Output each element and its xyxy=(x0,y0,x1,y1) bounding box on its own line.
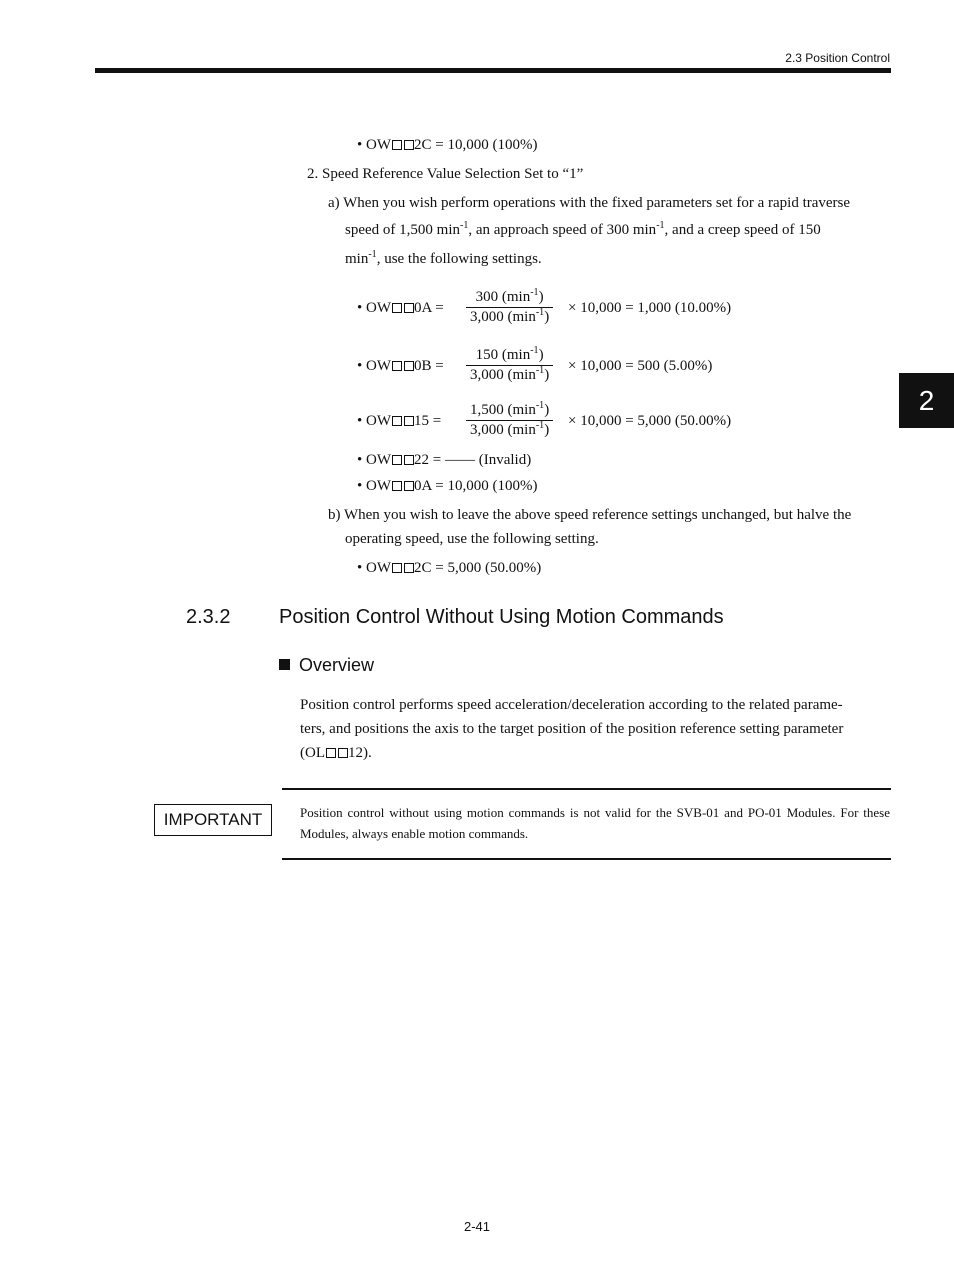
formula-result: × 10,000 = 500 (5.00%) xyxy=(568,358,713,374)
bullet-line xyxy=(357,137,537,154)
superscript: -1 xyxy=(459,220,469,231)
paragraph-a-line3 xyxy=(345,251,542,268)
placeholder-box xyxy=(404,140,414,150)
text: 0A = 10,000 (100%) xyxy=(414,478,538,494)
bullet-line xyxy=(357,452,531,469)
placeholder-box xyxy=(338,748,348,758)
paragraph-a-line1: a) When you wish perform operations with the fixed parameters set for a rapid traverse xyxy=(328,195,851,211)
text: • OW xyxy=(357,300,391,316)
numerator: 300 $(\min^{-1})$ xyxy=(466,288,553,308)
placeholder-box xyxy=(404,416,414,426)
overview-paragraph xyxy=(300,693,886,765)
section-title: Position Control Without Using Motion Commands xyxy=(279,606,724,628)
paragraph-line: ters, and positions the axis to the target position of the position reference setting parameter xyxy=(300,721,844,737)
chapter-tab: 2 xyxy=(899,373,954,428)
formula-result: × 10,000 = 5,000 (50.00%) xyxy=(568,413,732,429)
bullet-text: • OW xyxy=(357,137,391,153)
section-number: 2.3.2 xyxy=(186,606,231,628)
text: • OW xyxy=(357,452,391,468)
superscript: -1 xyxy=(656,220,665,231)
text: 22 = —— (Invalid) xyxy=(414,452,532,468)
denominator: 3,000 $(\min^{-1})$ xyxy=(470,307,550,325)
numerator: 150 $(\min^{-1})$ xyxy=(466,346,553,366)
formula-result: × 10,000 = 1,000 (10.00%) xyxy=(568,300,732,316)
placeholder-box xyxy=(404,361,414,371)
text: • OW xyxy=(357,478,391,494)
bullet-line xyxy=(357,560,541,577)
placeholder-box xyxy=(392,416,402,426)
bullet-text: 2C = 10,000 (100%) xyxy=(414,137,538,153)
bullet-line xyxy=(357,478,537,495)
text: • OW xyxy=(357,560,391,576)
paragraph-a-line2 xyxy=(345,222,821,239)
important-top-rule xyxy=(282,788,891,790)
header-rule xyxy=(95,68,891,73)
formula-lhs xyxy=(357,358,444,375)
placeholder-box xyxy=(404,455,414,465)
superscript: -1 xyxy=(368,249,377,260)
placeholder-box xyxy=(392,361,402,371)
placeholder-box xyxy=(392,303,402,313)
fraction xyxy=(466,401,553,440)
placeholder-box xyxy=(392,563,402,573)
paragraph-line: (OL 12). xyxy=(300,745,372,761)
paragraph-b-line1: b) When you wish to leave the above speed reference settings unchanged, but halve the xyxy=(328,507,852,523)
placeholder-box xyxy=(392,481,402,491)
text: , use the following settings. xyxy=(376,251,542,267)
paragraph-line: Position control performs speed acceleration/deceleration according to the related parame- xyxy=(300,697,843,713)
text: 0B = xyxy=(414,358,444,374)
heading-text: Overview xyxy=(299,655,375,675)
important-note: Position control without using motion commands is not valid for the SVB-01 and PO-01 Modules. For these Modules, always enable motion commands. xyxy=(300,805,890,841)
text: , and a creep speed of 150 xyxy=(664,222,821,238)
paragraph-b-line2: operating speed, use the following setting. xyxy=(345,531,599,547)
placeholder-box xyxy=(392,455,402,465)
text: min xyxy=(345,251,369,267)
placeholder-box xyxy=(404,303,414,313)
square-bullet-icon xyxy=(279,659,290,670)
text: 2C = 5,000 (50.00%) xyxy=(414,560,542,576)
running-header: 2.3 Position Control xyxy=(785,51,890,65)
fraction xyxy=(466,346,553,385)
placeholder-box xyxy=(392,140,402,150)
placeholder-box xyxy=(404,563,414,573)
important-bottom-rule xyxy=(282,858,891,860)
important-label: IMPORTANT xyxy=(154,804,272,836)
list-item-2: 2. Speed Reference Value Selection Set to “1” xyxy=(307,166,584,182)
text: • OW xyxy=(357,413,391,429)
placeholder-box xyxy=(326,748,336,758)
text: • OW xyxy=(357,358,391,374)
denominator: 3,000 $(\min^{-1})$ xyxy=(470,420,550,438)
page-number: 2-41 xyxy=(463,1219,491,1234)
text: speed of 1,500 min xyxy=(345,222,460,238)
text: 0A = xyxy=(414,300,444,316)
overview-heading xyxy=(279,655,374,676)
denominator: 3,000 $(\min^{-1})$ xyxy=(470,365,550,383)
formula-lhs xyxy=(357,300,444,317)
formula-lhs xyxy=(357,413,441,430)
text: , an approach speed of 300 min xyxy=(468,222,657,238)
numerator: 1,500 $(\min^{-1})$ xyxy=(466,401,553,421)
text: 15 = xyxy=(414,413,442,429)
placeholder-box xyxy=(404,481,414,491)
fraction xyxy=(466,288,553,327)
